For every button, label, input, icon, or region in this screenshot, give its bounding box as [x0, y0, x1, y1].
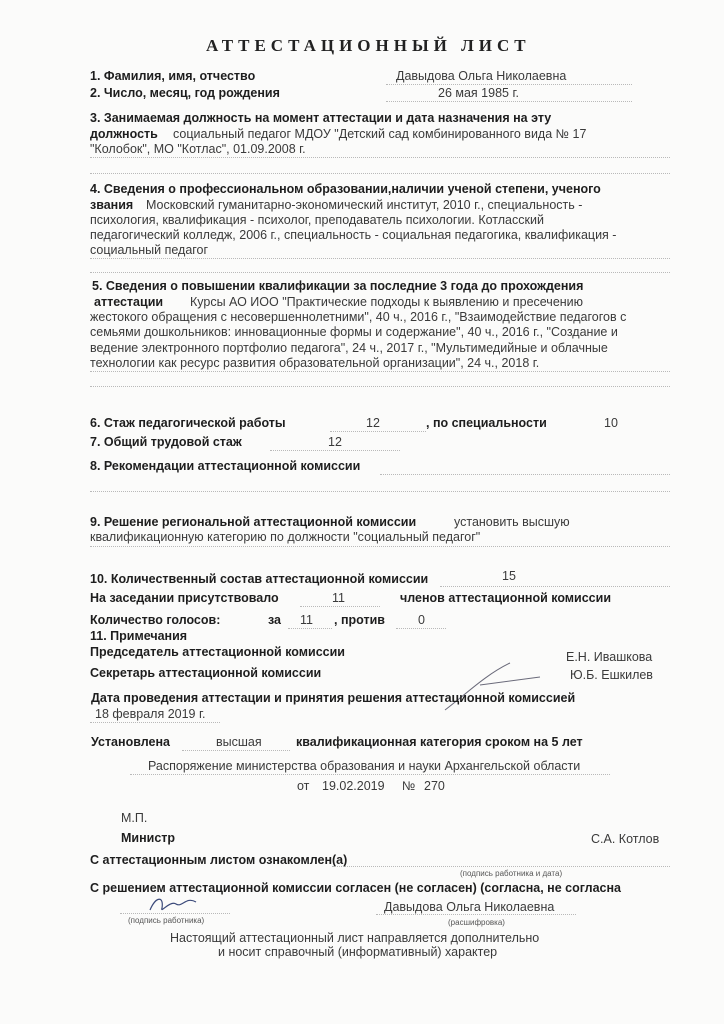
acquainted-label: С аттестационным листом ознакомлен(а)	[90, 853, 348, 867]
item6-label: 6. Стаж педагогической работы	[90, 416, 286, 430]
dotted-line	[386, 101, 632, 102]
item5-label-cont: аттестации	[94, 295, 164, 309]
order-text: Распоряжение министерства образования и науки Архангельской области	[148, 759, 581, 773]
dotted-line	[396, 628, 446, 629]
item5-line: семьями дошкольников: инновационные формы и содержание", 40 ч., 2016 г., "Создание и	[90, 325, 618, 339]
document-title: АТТЕСТАЦИОННЫЙ ЛИСТ	[206, 36, 531, 55]
votes-for-label: за	[268, 613, 282, 627]
chairman-name: Е.Н. Ивашкова	[566, 650, 653, 664]
dotted-line	[330, 431, 426, 432]
dotted-line	[270, 450, 400, 451]
stamp-place: М.П.	[121, 811, 148, 825]
dotted-line	[90, 173, 670, 174]
dotted-line	[90, 386, 670, 387]
established-value: высшая	[216, 735, 262, 749]
item5-line: жестокого обращения с несовершеннолетними", 40 ч., 2016 г., "Взаимодействие педагогов с	[90, 310, 627, 324]
dotted-line	[288, 628, 332, 629]
item6-value-specialty: 10	[604, 416, 618, 430]
item10-value: 15	[502, 569, 516, 583]
dotted-line	[376, 914, 576, 915]
secretary-name: Ю.Б. Ешкилев	[570, 668, 653, 682]
dotted-line	[182, 750, 290, 751]
dotted-line	[90, 491, 670, 492]
dotted-line	[90, 722, 220, 723]
item5-line: ведение электронного портфолио педагога", 24 ч., 2017 г., "Мультимедийные и облачные	[90, 341, 608, 355]
established-label: Установлена	[91, 735, 170, 749]
chairman-label: Председатель аттестационной комиссии	[90, 645, 345, 659]
item10-label: 10. Количественный состав аттестационной комиссии	[90, 572, 429, 586]
item4-label: 4. Сведения о профессиональном образовании,наличии ученой степени, ученого	[90, 182, 601, 196]
date-value: 18 февраля 2019 г.	[95, 707, 206, 721]
item4-label-cont: звания	[90, 198, 134, 212]
item4-line: социальный педагог	[90, 243, 209, 257]
dotted-line	[380, 474, 670, 475]
order-date: 19.02.2019	[322, 779, 385, 793]
item6-value: 12	[366, 416, 380, 430]
item7-value: 12	[328, 435, 342, 449]
order-from-label: от	[297, 779, 310, 793]
item2-label: 2. Число, месяц, год рождения	[90, 86, 280, 100]
dotted-line	[90, 272, 670, 273]
votes-for-value: 11	[300, 613, 313, 627]
order-number-label: №	[402, 779, 416, 793]
dotted-line	[300, 606, 380, 607]
footer-line: Настоящий аттестационный лист направляется дополнительно	[170, 931, 540, 945]
item3-value: социальный педагог МДОУ "Детский сад комбинированного вида № 17	[173, 127, 587, 141]
dotted-line	[130, 774, 610, 775]
footer-line: и носит справочный (информативный) характер	[218, 945, 498, 959]
order-number: 270	[424, 779, 445, 793]
item9-label: 9. Решение региональной аттестационной комиссии	[90, 515, 417, 529]
dotted-line	[386, 84, 632, 85]
dotted-line	[90, 258, 670, 259]
item4-line: педагогический колледж, 2006 г., специальность - социальная педагогика, квалификация -	[90, 228, 617, 242]
votes-against-label: , против	[334, 613, 385, 627]
item11-label: 11. Примечания	[90, 629, 188, 643]
dotted-line	[120, 913, 230, 914]
dotted-line	[90, 371, 670, 372]
item4-line: Московский гуманитарно-экономический институт, 2010 г., специальность -	[146, 198, 583, 212]
item9-value: установить высшую	[454, 515, 570, 529]
item4-line: психология, квалификация - психолог, преподаватель психологии. Котласский	[90, 213, 544, 227]
agree-sign-caption: (подпись работника)	[128, 916, 205, 925]
item9-value-cont: квалификационную категорию по должности "социальный педагог"	[90, 530, 481, 544]
secretary-label: Секретарь аттестационной комиссии	[90, 666, 322, 680]
item2-value: 26 мая 1985 г.	[438, 86, 519, 100]
dotted-line	[90, 546, 670, 547]
dotted-line	[90, 157, 670, 158]
item8-label: 8. Рекомендации аттестационной комиссии	[90, 459, 361, 473]
item1-value: Давыдова Ольга Николаевна	[396, 69, 567, 83]
votes-against-value: 0	[418, 613, 425, 627]
present-value: 11	[332, 591, 345, 605]
established-label-cont: квалификационная категория сроком на 5 лет	[296, 735, 583, 749]
item5-line: технологии как ресурс развития образовательной организации", 24 ч., 2018 г.	[90, 356, 540, 370]
minister-label: Министр	[121, 831, 176, 845]
agree-name-caption: (расшифровка)	[448, 918, 505, 927]
minister-name: С.А. Котлов	[591, 832, 660, 846]
item1-label: 1. Фамилия, имя, отчество	[90, 69, 256, 83]
agree-label: С решением аттестационной комиссии согласен (не согласен) (согласна, не согласна	[90, 881, 621, 895]
item5-line: Курсы АО ИОО "Практические подходы к выявлению и пресечению	[190, 295, 584, 309]
acquainted-caption: (подпись работника и дата)	[460, 869, 563, 878]
item3-label-cont: должность	[90, 127, 158, 141]
item3-label: 3. Занимаемая должность на момент аттестации и дата назначения на эту	[90, 111, 552, 125]
item6-label-specialty: , по специальности	[426, 416, 547, 430]
date-label: Дата проведения аттестации и принятия решения аттестационной комиссией	[91, 691, 576, 705]
present-label: На заседании присутствовало	[90, 591, 279, 605]
agree-name: Давыдова Ольга Николаевна	[384, 900, 555, 914]
item5-label: 5. Сведения о повышении квалификации за последние 3 года до прохождения	[92, 279, 584, 293]
dotted-line	[332, 866, 670, 867]
present-label-cont: членов аттестационной комиссии	[400, 591, 611, 605]
item7-label: 7. Общий трудовой стаж	[90, 435, 242, 449]
item3-value-cont: "Колобок", МО "Котлас", 01.09.2008 г.	[90, 142, 306, 156]
dotted-line	[440, 586, 670, 587]
signature-scribble	[440, 655, 550, 715]
votes-label: Количество голосов:	[90, 613, 221, 627]
